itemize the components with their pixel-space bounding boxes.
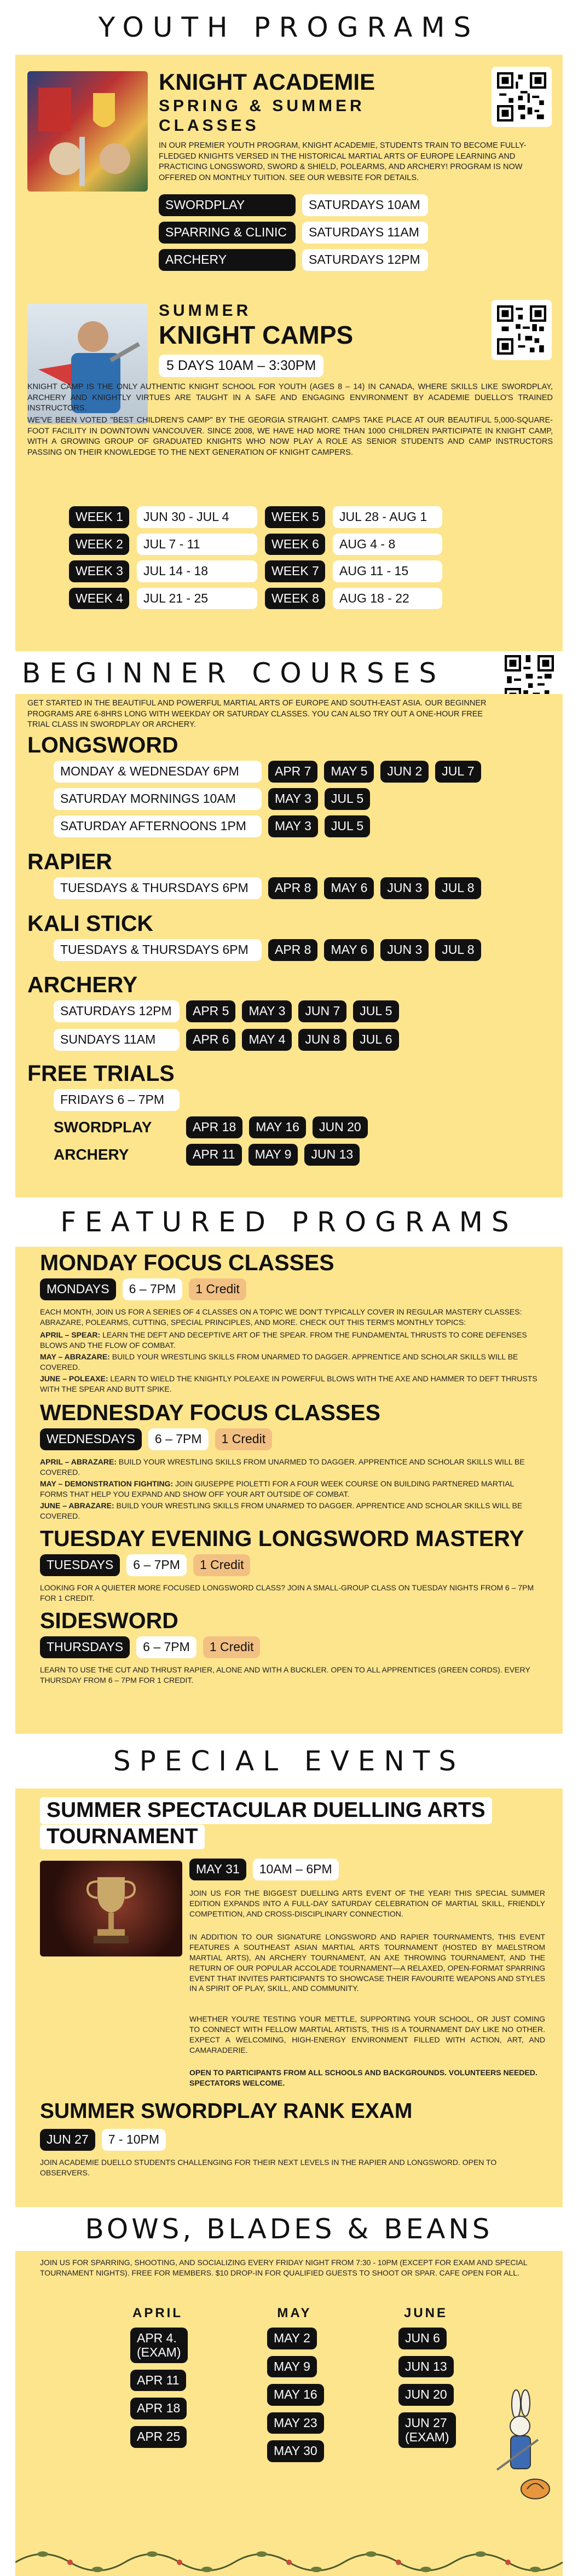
date-pill: JUL 8 [435,877,481,899]
camps-weeks-grid [69,506,442,609]
date-pill: JUL 5 [325,815,370,837]
academie-class-row-3 [159,249,428,271]
bbb-month-may: MAY [277,2306,312,2320]
date-pill: APR 8 [268,939,317,961]
date-pill: JUL 8 [435,939,481,961]
beginner-band [0,651,578,695]
bbb-band-title: BOWS, BLADES & BEANS [85,2213,493,2245]
topic-text: BUILD YOUR WRESTLING SKILLS FROM UNARMED TO DAGGER. APPRENTICE AND SCHOLAR SKILLS WILL BE COVERED. [40,1352,518,1371]
bbb-date-pill [398,2412,456,2448]
date-pill: JUL 5 [325,788,370,810]
date-pill: APR 8 [268,877,317,899]
bbb-june-dates [398,2328,456,2448]
tournament-title-box [40,1797,492,1824]
trials-title: FREE TRIALS [27,1061,175,1086]
wednesday-day: WEDNESDAYS [40,1428,142,1450]
date-pill: MAY 16 [249,1116,306,1138]
date-pill: JUN 7 [298,1000,346,1022]
bbb-date-pill: MAY 9 [267,2356,317,2378]
monday-title: MONDAY FOCUS CLASSES [40,1250,334,1275]
academie-class-name: SWORDPLAY [159,194,296,216]
wednesday-time: 6 – 7PM [148,1428,209,1450]
topic-label: JUNE – ABRAZARE: [40,1501,114,1510]
events-band-title: SPECIAL EVENTS [113,1745,465,1777]
date-pill: JUL 5 [353,1000,398,1022]
bbb-date-pill: JUN 6 [398,2328,447,2349]
rank-exam-time: 7 - 10PM [102,2129,166,2151]
camp-week-dates: AUG 11 - 15 [333,560,442,582]
camps-description-2: WE'VE BEEN VOTED "BEST CHILDREN'S CAMP" BY THE GEORGIA STRAIGHT. CAMPS TAKE PLACE AT OUR BEAUTIFUL 5,000-SQUARE-FOOT FACILITY IN DOWNTOWN VANCOUVER. SINCE 2008, WE HAVE HAD MORE THAN 1000 CHILDREN PARTICIPATE IN KNIGHT CAMP, WITH A GROWING GROUP OF GRADUATED KNIGHTS WHO NOW PLAY A ROLE AS SENIOR STUDENTS AND CAMP INSTRUCTORS PASSING ON THEIR KNOWLEDGE TO THE NEXT GENERATION OF KNIGHT CAMPERS. [27,416,553,457]
rapier-time: TUESDAYS & THURSDAYS 6PM [54,877,262,899]
tuesday-time: 6 – 7PM [126,1554,187,1576]
featured-band [0,1197,578,1247]
camp-week: WEEK 3 [69,560,129,582]
bbb-date-pill: APR 18 [130,2398,187,2419]
academie-class-time: SATURDAYS 11AM [302,222,428,244]
date-pill: APR 6 [186,1029,235,1051]
tournament-title-1: SUMMER SPECTACULAR DUELLING ARTS [47,1798,485,1822]
tournament-time: 10AM – 6PM [253,1859,339,1880]
bbb-date-pill: MAY 16 [267,2384,324,2406]
bbb-april-dates [130,2328,188,2448]
sidesword-time: 6 – 7PM [136,1636,196,1658]
archery-time: SUNDAYS 11AM [54,1029,180,1051]
vine-border-decoration [15,2543,563,2576]
date-pill: MAY 9 [248,1144,298,1166]
camp-week-dates: JUL 14 - 18 [137,560,257,582]
kali-time: TUESDAYS & THURSDAYS 6PM [54,939,262,961]
bbb-date-note: (EXAM) [137,2345,181,2360]
academie-subtitle-2: CLASSES [159,117,259,135]
camps-title: KNIGHT CAMPS [159,321,354,349]
camp-week: WEEK 1 [69,506,129,528]
camp-week: WEEK 6 [265,534,325,555]
date-pill: MAY 3 [268,788,318,810]
date-pill: MAY 5 [324,761,374,783]
bbb-date-pill: MAY 30 [267,2440,324,2462]
qr-code-icon [497,305,546,355]
monday-intro: EACH MONTH, JOIN US FOR A SERIES OF 4 CLASSES ON A TOPIC WE DON'T TYPICALLY COVER IN REGULAR MASTERY CLASSES: ABRAZARE, POLEARMS, CUTTING, SPECIAL PRINCIPLES, AND MORE. CHECK OUT THIS TERM'S MONTHLY TOPICS: [40,1307,522,1327]
archery-row-2 [54,1029,399,1051]
date-pill: MAY 3 [242,1000,292,1022]
topic-text: BUILD YOUR WRESTLING SKILLS FROM UNARMED TO DAGGER. APPRENTICE AND SCHOLAR SKILLS WILL BE COVERED. [40,1501,523,1520]
camp-week-dates: AUG 4 - 8 [333,534,442,555]
longsword-row-1 [54,761,481,783]
bbb-date-note: (EXAM) [405,2430,449,2445]
bbb-date-pill: APR 11 [130,2370,186,2392]
academie-class-time: SATURDAYS 12PM [302,249,428,271]
beginner-intro: GET STARTED IN THE BEAUTIFUL AND POWERFUL MARTIAL ARTS OF EUROPE AND SOUTH-EAST ASIA. OUR BEGINNER PROGRAMS ARE 6-8HRS LONG WITH WEEKDAY OR SATURDAY CLASSES. YOU CAN ALSO TRY OUT A ONE-HOUR FREE TRIAL CLASS IN SWORDPLAY OR ARCHERY. [27,699,487,730]
youth-band [0,0,578,55]
monday-day: MONDAYS [40,1278,116,1300]
topic-label: APRIL – ABRAZARE: [40,1457,117,1466]
sidesword-title: SIDESWORD [40,1608,178,1633]
bbb-date-pill: JUN 13 [398,2356,454,2378]
wednesday-meta [40,1428,272,1450]
academie-subtitle-1: SPRING & SUMMER [159,97,365,115]
monday-topic-may [40,1352,544,1373]
date-pill: JUN 13 [304,1144,360,1166]
tuesday-description: LOOKING FOR A QUIETER MORE FOCUSED LONGSWORD CLASS? JOIN A SMALL-GROUP CLASS ON TUESDAY NIGHTS FROM 6 – 7PM FOR 1 CREDIT. [40,1583,534,1602]
camps-qr-code[interactable] [492,300,552,360]
tournament-paragraph-2: IN ADDITION TO OUR SIGNATURE LONGSWORD AND RAPIER TOURNAMENTS, THIS EVENT FEATURES A SOUTHEAST ASIAN MARTIAL ARTS TOURNAMENT (HOSTED BY MAELSTROM MARTIAL ARTS), AN ARCHERY TOURNAMENT, AN AXE THROWING TOURNAMENT, AND THE RETURN OF OUR POPULAR ACCOLADE TOURNAMENT—A RELAXED, OPEN-FORMAT SPARRING EVENT THAT INVITES PARTICIPANTS TO SHOWCASE THEIR FAVOURITE WEAPONS AND STYLES IN A SPIRIT OF PLAY, SKILL, AND COMMUNITY. [189,1932,545,1993]
tuesday-title: TUESDAY EVENING LONGSWORD MASTERY [40,1526,524,1551]
tuesday-credit: 1 Credit [193,1554,251,1576]
rank-exam-title: SUMMER SWORDPLAY RANK EXAM [40,2099,413,2123]
date-pill: APR 5 [186,1000,235,1022]
youth-band-title: YOUTH PROGRAMS [98,11,480,43]
topic-label: MAY – DEMONSTRATION FIGHTING: [40,1479,174,1488]
academie-class-row-2 [159,222,428,244]
topic-text: LEARN TO WIELD THE KNIGHTLY POLEAXE IN POWERFUL BLOWS WITH THE AXE AND HAMMER TO DEFT THRUSTS WITH THE SPEAR AND BUTT SPIKE. [40,1374,537,1393]
bbb-date-pill: APR 25 [130,2426,187,2448]
archery-row-1 [54,1000,399,1022]
topic-text: LEARN THE DEFT AND DECEPTIVE ART OF THE SPEAR. FROM THE FUNDAMENTAL THRUSTS TO CORE DEFENSES BLOWS AND THE FLOW OF COMBAT. [40,1330,527,1350]
trials-archery-row [54,1144,360,1166]
bbb-date-pill [130,2328,188,2363]
archery-time: SATURDAYS 12PM [54,1000,180,1022]
featured-panel [15,1247,563,1734]
tuesday-day: TUESDAYS [40,1554,120,1576]
academie-description: IN OUR PREMIER YOUTH PROGRAM, KNIGHT ACADEMIE, STUDENTS TRAIN TO BECOME FULLY-FLEDGED KNIGHTS VERSED IN THE HISTORICAL MARTIAL ARTS OF EUROPE LEARNING AND PRACTICING LONGSWORD, SWORD & SHIELD, POLEARMS, AND ARCHERY! PROGRAM IS NOW OFFERED ON MONTHLY TUITION. SEE OUR WEBSITE FOR DETAILS. [159,141,527,182]
tournament-paragraph-3: WHETHER YOU'RE TESTING YOUR METTLE, SUPPORTING YOUR SCHOOL, OR JUST COMING TO CONNECT WITH FELLOW MARTIAL ARTISTS, THIS IS A TOURNAMENT DAY LIKE NO OTHER. EXPECT A WELCOMING, HIGH-ENERGY ENVIRONMENT FILLED WITH ACTION, ART, AND CAMARADERIE. [189,2015,545,2054]
rank-exam-date: JUN 27 [40,2129,95,2151]
bbb-date-pill: MAY 2 [267,2328,317,2349]
date-pill: MAY 4 [242,1029,292,1051]
bbb-date: JUN 27 [405,2415,447,2430]
monday-credit: 1 Credit [189,1278,246,1300]
rank-exam-description: JOIN ACADEMIE DUELLO STUDENTS CHALLENGING FOR THEIR NEXT LEVELS IN THE RAPIER AND LONGSWORD. OPEN TO OBSERVERS. [40,2158,497,2177]
date-pill: APR 11 [186,1144,242,1166]
wednesday-credit: 1 Credit [215,1428,273,1450]
date-pill: JUL 6 [353,1029,398,1051]
academie-photo [27,71,148,192]
longsword-time: SATURDAY AFTERNOONS 1PM [54,815,262,837]
tournament-date: MAY 31 [189,1859,246,1880]
sidesword-day: THURSDAYS [40,1636,130,1658]
bbb-month-april: APRIL [132,2306,183,2320]
longsword-row-3 [54,815,370,837]
wednesday-topic-june [40,1501,544,1521]
camps-description-1: KNIGHT CAMP IS THE ONLY AUTHENTIC KNIGHT SCHOOL FOR YOUTH (AGES 8 – 14) IN CANADA, WHERE SKILLS LIKE SWORDPLAY, ARCHERY AND KNIGHTLY VIRTUES ARE TAUGHT IN A SAFE AND ENGAGING ENVIRONMENT BY ACADEMIE DUELLO'S TRAINED INSTRUCTORS. [27,383,553,413]
rapier-row [54,877,481,899]
longsword-title: LONGSWORD [27,732,178,757]
topic-text: BUILD YOUR WRESTLING SKILLS FROM UNARMED TO DAGGER. APPRENTICE AND SCHOLAR SKILLS WILL BE COVERED. [40,1457,525,1477]
rabbit-knight-illustration [486,2388,557,2508]
wednesday-topic-may [40,1479,544,1500]
academie-class-name: SPARRING & CLINIC [159,222,296,244]
date-pill: MAY 3 [268,815,318,837]
topic-label: JUNE – POLEAXE: [40,1374,108,1383]
rank-exam-meta [40,2129,166,2151]
monday-topic-april [40,1330,544,1351]
camp-week: WEEK 8 [265,588,325,610]
trophy-icon [40,1861,182,1956]
camp-week: WEEK 5 [265,506,325,528]
date-pill: JUN 8 [298,1029,346,1051]
date-pill: JUN 20 [313,1116,368,1138]
trials-time: FRIDAYS 6 – 7PM [54,1089,180,1111]
qr-code-icon [497,72,546,121]
camp-week-dates: JUL 7 - 11 [137,534,257,555]
bbb-description: JOIN US FOR SPARRING, SHOOTING, AND SOCIALIZING EVERY FRIDAY NIGHT FROM 7:30 - 10PM (EXCEPT FOR EXAM AND SPECIAL TOURNAMENT NIGHTS). FREE FOR MEMBERS. $10 DROP-IN FOR QUALIFIED GUESTS TO SHOOT OR SPAR. CAFE OPEN FOR ALL. [40,2258,527,2277]
academie-title: KNIGHT ACADEMIE [159,69,375,95]
longsword-row-2 [54,788,370,810]
date-pill: APR 7 [268,761,317,783]
camp-week-dates: AUG 18 - 22 [333,588,442,610]
wednesday-topic-april [40,1457,544,1478]
archery-title: ARCHERY [27,972,138,997]
monday-time: 6 – 7PM [123,1278,183,1300]
tuesday-meta [40,1554,250,1576]
tournament-photo [40,1861,182,1956]
bbb-panel [15,2251,563,2576]
wednesday-title: WEDNESDAY FOCUS CLASSES [40,1400,380,1425]
bbb-date-pill: JUN 20 [398,2384,454,2406]
bbb-month-june: JUNE [403,2306,448,2320]
camp-week: WEEK 7 [265,560,325,582]
sidesword-meta [40,1636,260,1658]
trials-swordplay-label: SWORDPLAY [54,1118,152,1136]
date-pill: JUL 7 [435,761,481,783]
monday-topic-june [40,1374,544,1394]
academie-class-name: ARCHERY [159,249,296,271]
events-panel [15,1788,563,2207]
monday-meta [40,1278,246,1300]
camp-week-dates: JUL 28 - AUG 1 [333,506,442,528]
beginner-band-title: BEGINNER COURSES [22,657,446,689]
camp-week: WEEK 2 [69,534,129,555]
tournament-title-2: TOURNAMENT [47,1825,198,1848]
beginner-panel [15,694,563,1197]
sidesword-credit: 1 Credit [203,1636,261,1658]
tournament-title-box-2 [40,1825,205,1849]
date-pill: MAY 6 [324,939,374,961]
youth-panel [15,55,563,651]
tournament-paragraph-1: JOIN US FOR THE BIGGEST DUELLING ARTS EVENT OF THE YEAR! THIS SPECIAL SUMMER EDITION EXPANDS INTO A FULL-DAY SATURDAY CELEBRATION OF MARTIAL SKILL, FRIENDLY COMPETITION, AND CROSS-DISCIPLINARY CONNECTION. [189,1889,545,1918]
tournament-paragraph-4: OPEN TO PARTICIPANTS FROM ALL SCHOOLS AND BACKGROUNDS. VOLUNTEERS NEEDED. SPECTATORS WELCOME. [189,2068,537,2087]
bbb-date: APR 4. [137,2331,177,2345]
date-pill: APR 18 [186,1116,242,1138]
bbb-date-pill: MAY 23 [267,2412,324,2434]
camps-days-badge: 5 DAYS 10AM – 3:30PM [159,355,323,377]
trials-archery-label: ARCHERY [54,1145,129,1163]
academie-class-row-1 [159,194,428,216]
kali-row [54,939,481,961]
trials-swordplay-row [54,1116,368,1138]
academie-qr-code[interactable] [492,67,552,127]
longsword-time: SATURDAY MORNINGS 10AM [54,788,262,810]
camp-week-dates: JUN 30 - JUL 4 [137,506,257,528]
date-pill: JUN 2 [380,761,429,783]
camp-week-dates: JUL 21 - 25 [137,588,257,610]
rapier-title: RAPIER [27,849,112,874]
camp-week: WEEK 4 [69,588,129,610]
kali-title: KALI STICK [27,911,154,936]
date-pill: JUN 3 [380,877,429,899]
topic-text: JOIN GIUSEPPE PIOLETTI FOR A FOUR WEEK COURSE ON BUILDING PARTNERED MARTIAL FORMS THAT HELP YOU EXPAND AND SHOW OFF YOUR ART OUTSIDE OF COMBAT. [40,1479,514,1498]
featured-band-title: FEATURED PROGRAMS [60,1206,518,1238]
topic-label: APRIL – SPEAR: [40,1330,101,1339]
date-pill: JUN 3 [380,939,429,961]
events-band [0,1734,578,1788]
academie-class-time: SATURDAYS 10AM [302,194,428,216]
tournament-meta [189,1859,339,1880]
topic-label: MAY – ABRAZARE: [40,1352,110,1361]
bbb-may-dates [267,2328,324,2462]
date-pill: MAY 6 [324,877,374,899]
sidesword-description: LEARN TO USE THE CUT AND THRUST RAPIER, ALONE AND WITH A BUCKLER. OPEN TO ALL APPRENTICES (GREEN CORDS). EVERY THURSDAY FROM 6 – 7PM FOR 1 CREDIT. [40,1665,530,1684]
camps-pre-title: SUMMER [159,302,252,320]
bbb-band [0,2207,578,2251]
longsword-time: MONDAY & WEDNESDAY 6PM [54,761,262,783]
